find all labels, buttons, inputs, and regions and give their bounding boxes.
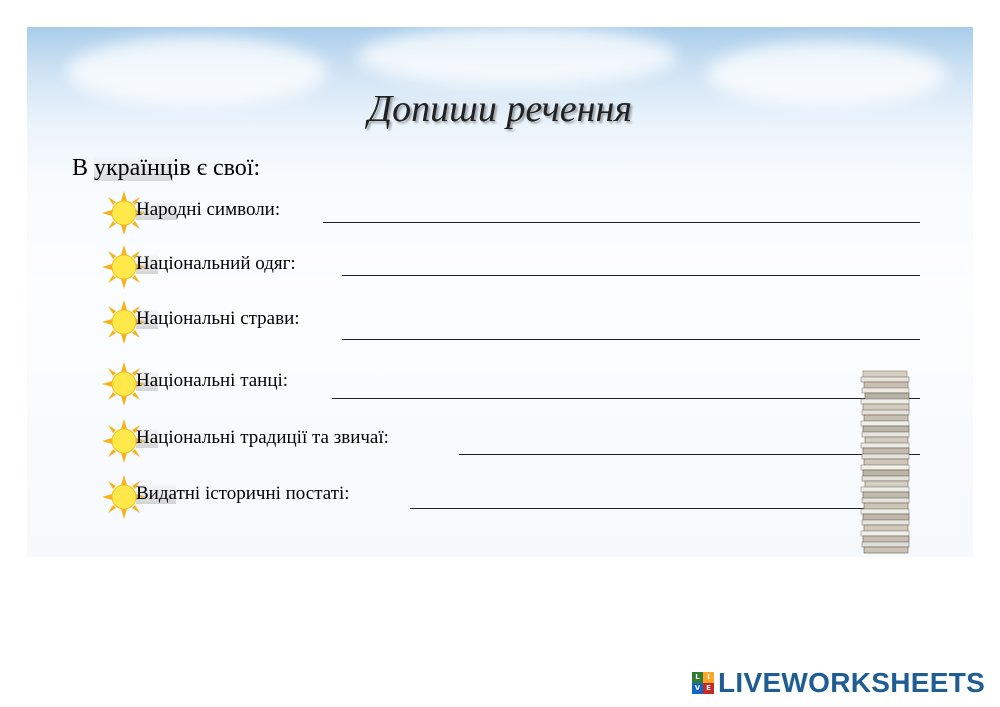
answer-line-traditions[interactable] (459, 454, 920, 455)
item-label: Національний одяг: (136, 253, 296, 274)
worksheet-slide (27, 27, 973, 557)
item-label: Національні танці: (136, 370, 289, 391)
book-stack-icon (859, 369, 915, 554)
brand-name: LIVEWORKSHEETS (718, 667, 986, 698)
answer-line-symbols[interactable] (323, 222, 920, 223)
intro-sentence (72, 155, 260, 182)
item-label: Національні традиції та звичаї: (136, 427, 389, 448)
answer-line-figures[interactable] (410, 508, 880, 509)
intro-prefix: В (72, 155, 95, 181)
item-label: Народні символи: (136, 199, 281, 220)
cloud-decoration (357, 27, 677, 87)
answer-line-dishes[interactable] (342, 339, 920, 340)
worksheet-title: Допиши речення (367, 88, 633, 130)
liveworksheets-logo-icon: L I V E (692, 672, 714, 694)
answer-line-dances[interactable] (332, 398, 920, 399)
intro-suffix: ів є свої: (172, 155, 261, 181)
intro-highlight: українц (94, 155, 173, 181)
answer-line-clothing[interactable] (342, 275, 920, 276)
liveworksheets-brand[interactable] (692, 668, 985, 698)
item-label: Видатні історичні постаті: (136, 483, 350, 504)
item-label: Національні страви: (136, 308, 300, 329)
